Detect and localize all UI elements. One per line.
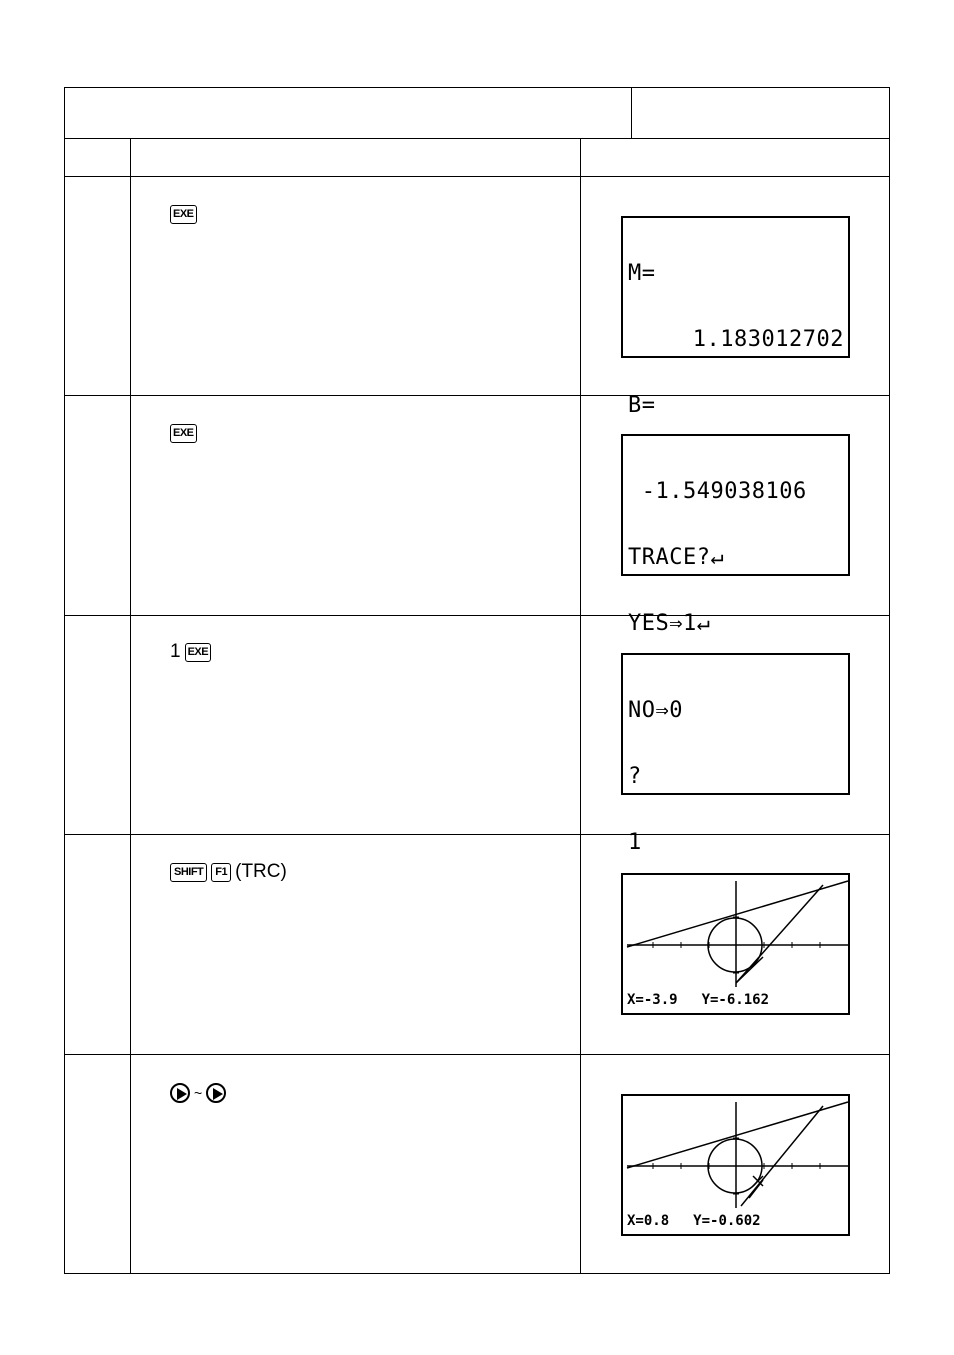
tangent-line (627, 1102, 848, 1168)
right-arrow-key-icon (170, 1083, 190, 1103)
step-2-keys (170, 422, 197, 444)
step-1-keys (170, 203, 197, 225)
tangent-line (627, 881, 848, 947)
screen-line: 1.183012702 (692, 327, 844, 352)
y-readout: Y=-0.602 (693, 1213, 761, 1229)
screen-line: ? (628, 764, 642, 789)
f1-key-icon: F1 (211, 863, 231, 882)
display-column-divider (580, 138, 581, 1274)
key-function-label: (TRC) (235, 861, 287, 882)
x-readout: X=-3.9 (627, 992, 678, 1008)
line-graph (736, 885, 823, 983)
digit-key: 1 (170, 641, 181, 662)
right-arrow-key-icon (206, 1083, 226, 1103)
step-5-graph-screen (621, 1094, 850, 1236)
trace-readout (627, 1213, 761, 1229)
screen-line: M= (628, 261, 656, 286)
screen-line: TRACE?↵ (628, 545, 725, 570)
step-4-graph-screen (621, 873, 850, 1015)
trace-readout (627, 992, 769, 1008)
step-column-divider (130, 138, 131, 1274)
step-1-screen (621, 216, 850, 418)
x-readout: X=0.8 (627, 1213, 670, 1229)
row-divider (64, 1054, 890, 1055)
screen-line: YES⇒1↵ (628, 611, 711, 636)
step-3-keys (170, 641, 211, 663)
range-tilde: ~ (194, 1085, 203, 1101)
screen-line: B= (628, 393, 656, 418)
exe-key-icon: EXE (185, 643, 212, 662)
shift-key-icon: SHIFT (170, 863, 207, 882)
screen-line: NO⇒0 (628, 698, 683, 723)
step-2-screen (621, 434, 850, 636)
screen-line: -1.549038106 (628, 479, 807, 504)
column-header-divider (64, 176, 890, 177)
step-5-keys (170, 1082, 226, 1104)
step-4-keys (170, 861, 287, 883)
screen-line: 1 (628, 830, 642, 855)
exe-key-icon: EXE (170, 205, 197, 224)
y-readout: Y=-6.162 (701, 992, 770, 1008)
step-3-screen (621, 653, 850, 855)
title-divider (631, 87, 632, 138)
header-divider (64, 138, 890, 139)
exe-key-icon: EXE (170, 424, 197, 443)
